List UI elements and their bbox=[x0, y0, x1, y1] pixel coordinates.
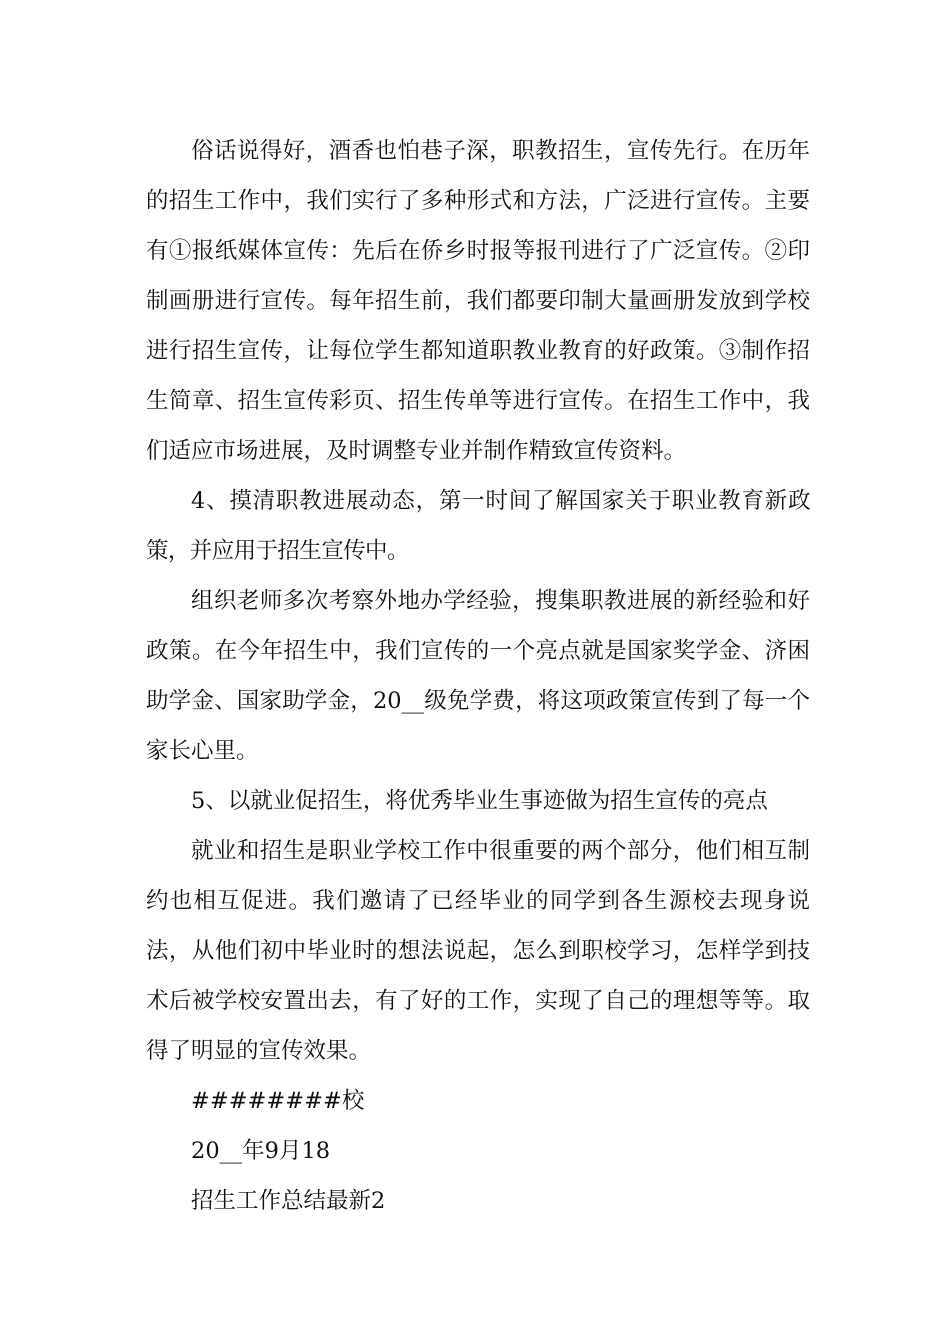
next-section-title: 招生工作总结最新2 bbox=[191, 1188, 386, 1214]
signature-date: 20__年9月18 bbox=[191, 1138, 331, 1164]
document-body bbox=[146, 126, 810, 1226]
paragraph-point-5-heading: 5、以就业促招生，将优秀毕业生事迹做为招生宣传的亮点 bbox=[191, 788, 768, 814]
paragraph-employment-promotion: 就业和招生是职业学校工作中很重要的两个部分，他们相互制约也相互促进。我们邀请了已经毕业的同学到各生源校去现身说法，从他们初中毕业时的想法说起，怎么到职校学习，怎样学到技术后被学校安置出去，有了好的工作，实现了自己的理想等等。取得了明显的宣传效果。 bbox=[146, 838, 810, 1064]
paragraph-point-4-heading: 4、摸清职教进展动态，第一时间了解国家关于职业教育新政策，并应用于招生宣传中。 bbox=[146, 488, 810, 564]
paragraph-policy-research: 组织老师多次考察外地办学经验，搜集职教进展的新经验和好政策。在今年招生中，我们宣传的一个亮点就是国家奖学金、济困助学金、国家助学金，20__级免学费，将这项政策宣传到了每一个家长心里。 bbox=[146, 588, 810, 764]
paragraph-publicity-methods: 俗话说得好，酒香也怕巷子深，职教招生，宣传先行。在历年的招生工作中，我们实行了多种形式和方法，广泛进行宣传。主要有①报纸媒体宣传：先后在侨乡时报等报刊进行了广泛宣传。②印制画册进行宣传。每年招生前，我们都要印制大量画册发放到学校进行招生宣传，让每位学生都知道职教业教育的好政策。③制作招生简章、招生宣传彩页、招生传单等进行宣传。在招生工作中，我们适应市场进展，及时调整专业并制作精致宣传资料。 bbox=[146, 138, 810, 464]
signature-school: ########校 bbox=[191, 1088, 365, 1114]
